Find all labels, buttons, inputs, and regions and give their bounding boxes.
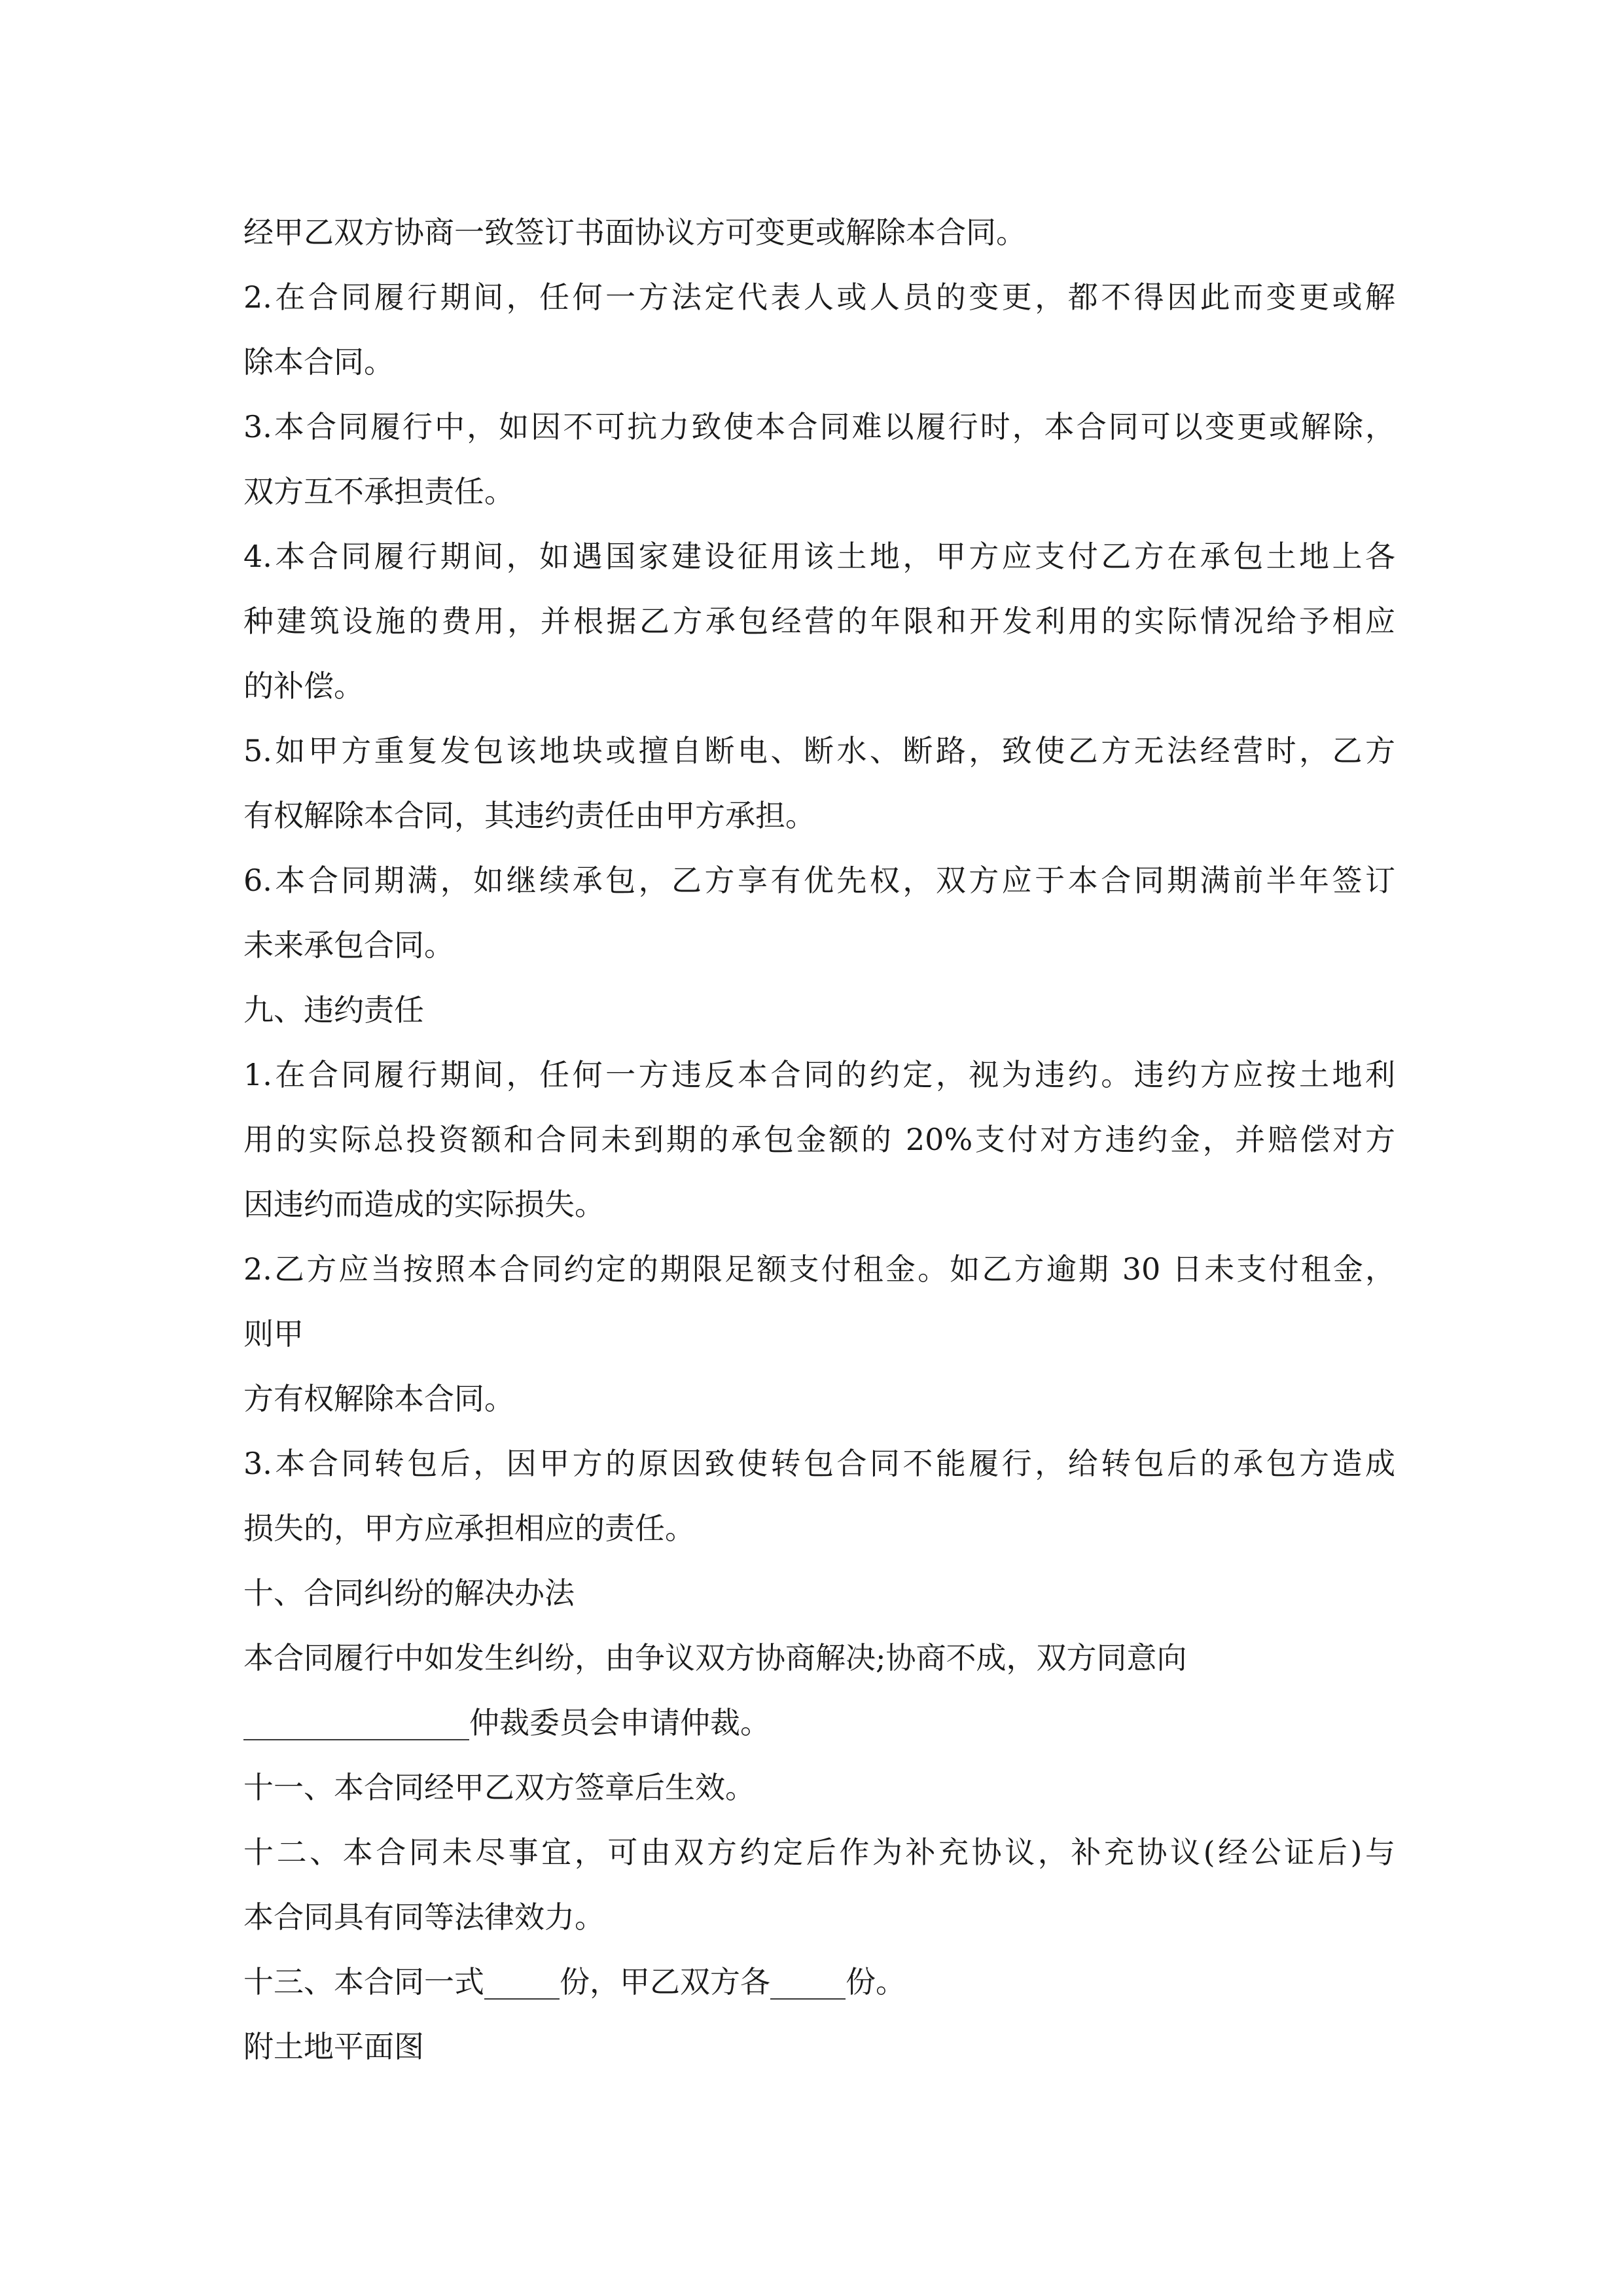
section-heading: 十一、本合同经甲乙双方签章后生效。 xyxy=(243,1770,755,1805)
text-line: 损失的，甲方应承担相应的责任。 xyxy=(243,1511,695,1546)
text-line: 种建筑设施的费用，并根据乙方承包经营的年限和开发利用的实际情况给予相应 xyxy=(243,603,1395,639)
text-line: 1.在合同履行期间，任何一方违反本合同的约定，视为违约。违约方应按土地利 xyxy=(243,1057,1395,1092)
text-line: 本合同具有同等法律效力。 xyxy=(243,1899,605,1935)
text-line: _______________仲裁委员会申请仲裁。 xyxy=(243,1705,770,1740)
section-heading: 十三、本合同一式_____份，甲乙双方各_____份。 xyxy=(243,1964,906,2000)
text-line: 附土地平面图 xyxy=(243,2029,424,2064)
text-line: 2.在合同履行期间，任何一方法定代表人或人员的变更，都不得因此而变更或解 xyxy=(243,279,1395,315)
text-line: 5.如甲方重复发包该地块或擅自断电、断水、断路，致使乙方无法经营时，乙方 xyxy=(243,733,1395,768)
text-line: 除本合同。 xyxy=(243,344,394,380)
text-line: 因违约而造成的实际损失。 xyxy=(243,1187,605,1222)
text-line: 用的实际总投资额和合同未到期的承包金额的 20%支付对方违约金，并赔偿对方 xyxy=(243,1122,1395,1157)
text-line: 的补偿。 xyxy=(243,668,364,704)
section-heading: 九、违约责任 xyxy=(243,992,424,1028)
text-line: 未来承包合同。 xyxy=(243,927,454,963)
document-body xyxy=(243,200,1395,2079)
text-line: 方有权解除本合同。 xyxy=(243,1381,514,1416)
text-line: 双方互不承担责任。 xyxy=(243,474,514,509)
text-line: 3.本合同转包后，因甲方的原因致使转包合同不能履行，给转包后的承包方造成 xyxy=(243,1446,1395,1481)
text-line: 2.乙方应当按照本合同约定的期限足额支付租金。如乙方逾期 30 日未支付租金， xyxy=(243,1251,1395,1287)
section-heading: 十、合同纠纷的解决办法 xyxy=(243,1575,575,1611)
text-line: 经甲乙双方协商一致签订书面协议方可变更或解除本合同。 xyxy=(243,215,1026,250)
text-line: 3.本合同履行中，如因不可抗力致使本合同难以履行时，本合同可以变更或解除， xyxy=(243,409,1395,444)
text-line: 有权解除本合同，其违约责任由甲方承担。 xyxy=(243,798,815,833)
text-line: 4.本合同履行期间，如遇国家建设征用该土地，甲方应支付乙方在承包土地上各 xyxy=(243,539,1395,574)
text-line: 6.本合同期满，如继续承包，乙方享有优先权，双方应于本合同期满前半年签订 xyxy=(243,863,1395,898)
text-line: 本合同履行中如发生纠纷，由争议双方协商解决;协商不成，双方同意向 xyxy=(243,1640,1187,1676)
text-line: 则甲 xyxy=(243,1316,304,1352)
section-heading: 十二、本合同未尽事宜，可由双方约定后作为补充协议，补充协议(经公证后)与 xyxy=(243,1835,1395,1870)
